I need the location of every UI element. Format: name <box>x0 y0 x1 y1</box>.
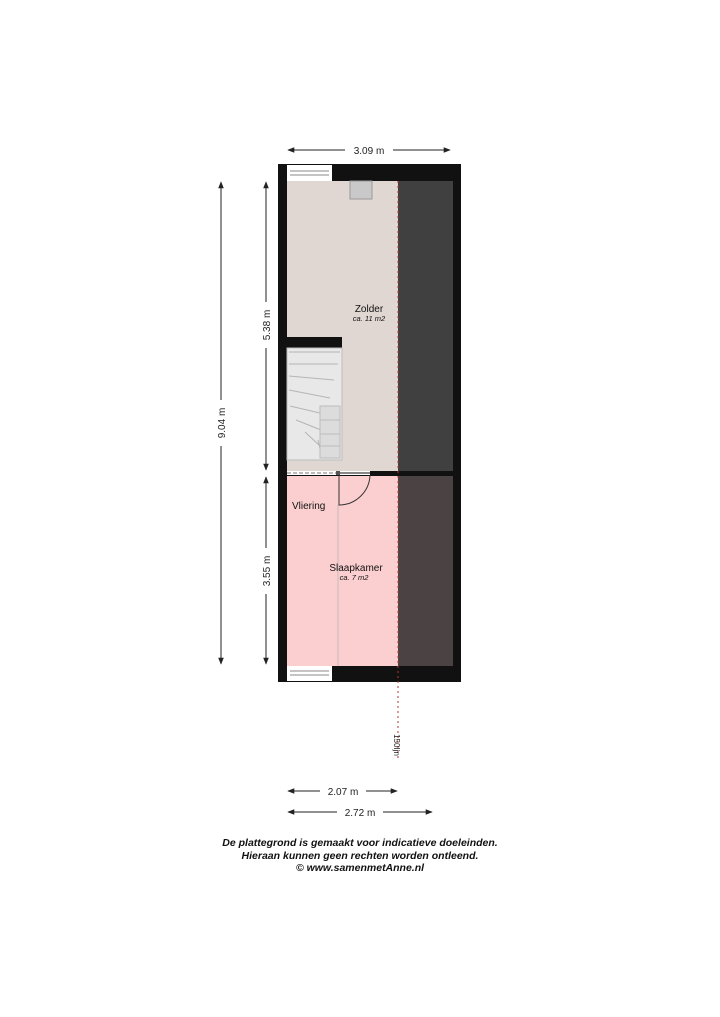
dim-bottom-inner: 2.07 m <box>327 787 359 798</box>
room-area-zolder: ca. 11 m2 <box>352 314 386 323</box>
room-area-slaapkamer: ca. 7 m2 <box>339 573 369 582</box>
dividing-wall <box>287 471 453 475</box>
room-name-vliering: Vliering <box>292 501 326 512</box>
dim-total-height: 9.04 m <box>217 407 228 439</box>
room-name-zolder: Zolder <box>354 304 384 315</box>
height-line-label: 150Ijn <box>392 734 401 756</box>
disclaimer <box>0 837 720 875</box>
window-top <box>287 165 332 181</box>
dim-zolder-height: 5.38 m <box>262 309 273 341</box>
dim-top-width: 3.09 m <box>353 146 385 157</box>
staircase <box>287 337 342 460</box>
dim-bottom-total: 2.72 m <box>344 808 376 819</box>
disclaimer-line-2: Hieraan kunnen geen rechten worden ontleend. <box>241 849 479 862</box>
low-ceiling-zone-bottom <box>398 476 453 666</box>
room-name-slaapkamer: Slaapkamer <box>329 563 383 574</box>
disclaimer-line-1: De plattegrond is gemaakt voor indicatieve doeleinden. <box>222 837 498 849</box>
vent-icon <box>350 181 372 199</box>
disclaimer-line-3: © www.samenmetAnne.nl <box>295 862 425 874</box>
window-bottom <box>287 666 332 681</box>
low-ceiling-zone-top <box>398 181 453 472</box>
dim-slaapkamer-height: 3.55 m <box>262 555 273 587</box>
